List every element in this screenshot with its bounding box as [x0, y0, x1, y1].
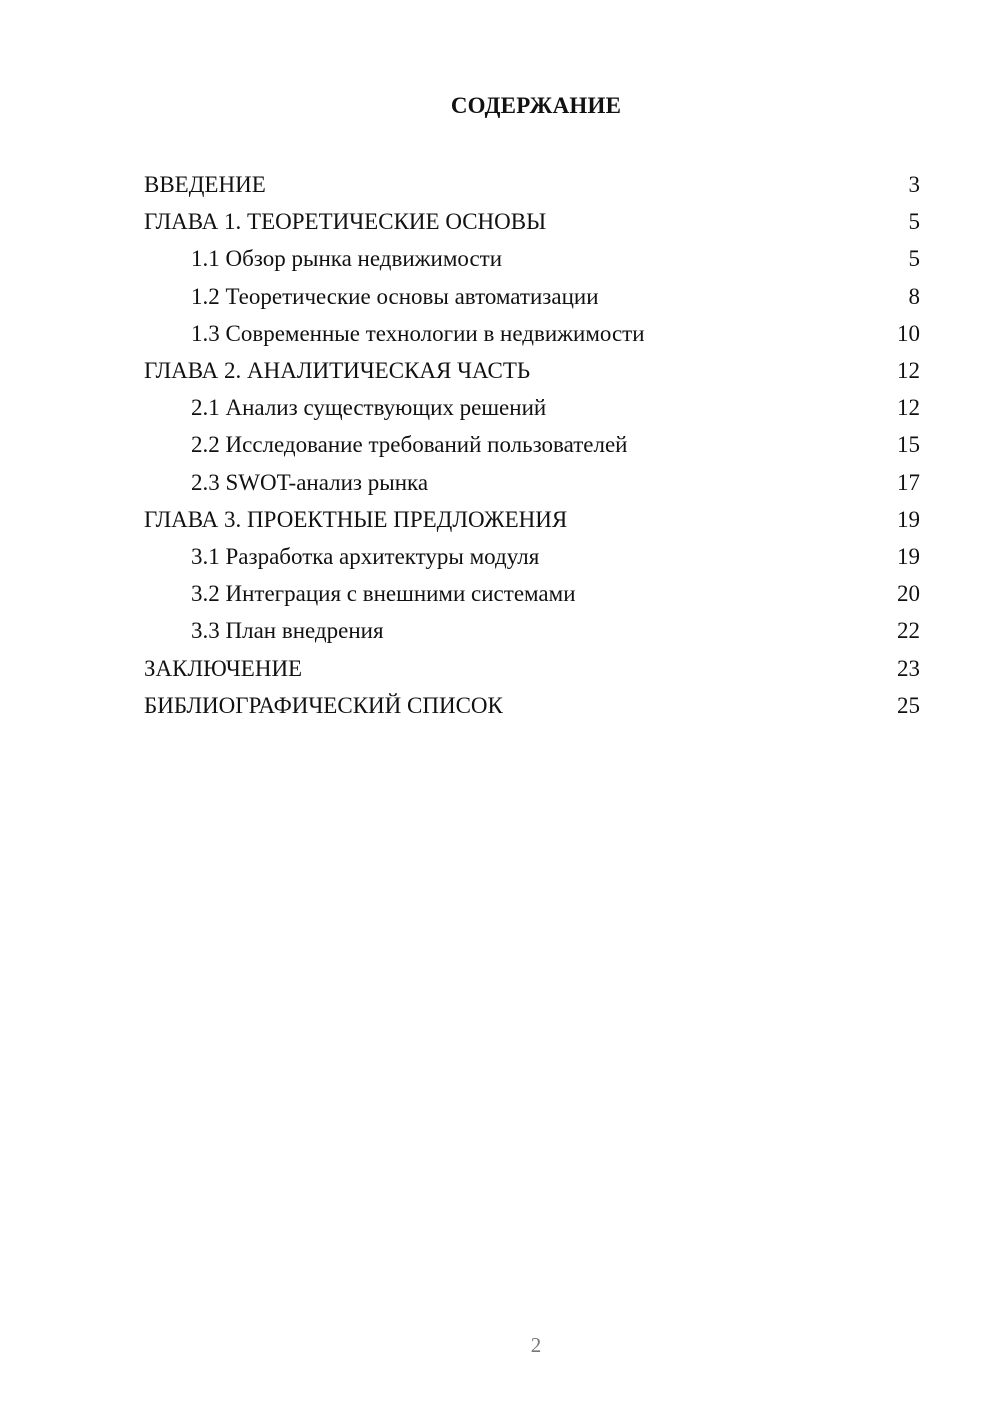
toc-entry-label: БИБЛИОГРАФИЧЕСКИЙ СПИСОК	[144, 692, 503, 718]
toc-entry-label: ВВЕДЕНИЕ	[144, 172, 266, 198]
toc-entry-page: 5	[908, 209, 920, 235]
toc-entry-section-3-3[interactable]	[144, 612, 920, 649]
toc-entry-label: 2.3 SWOT-анализ рынка	[191, 469, 429, 495]
toc-entry-page: 5	[908, 246, 920, 272]
toc-entry-page: 22	[897, 618, 920, 644]
toc-entry-section-2-1[interactable]	[144, 389, 920, 426]
toc-entry-page: 20	[897, 581, 920, 607]
toc-entry-label: 3.2 Интеграция с внешними системами	[191, 581, 576, 607]
toc-entry-page: 19	[897, 506, 920, 532]
toc-entry-label: ГЛАВА 3. ПРОЕКТНЫЕ ПРЕДЛОЖЕНИЯ	[144, 506, 568, 532]
toc-entry-section-1-3[interactable]	[144, 315, 920, 352]
table-of-contents	[144, 166, 920, 724]
toc-entry-label: ГЛАВА 1. ТЕОРЕТИЧЕСКИЕ ОСНОВЫ	[144, 209, 547, 235]
toc-entry-section-1-2[interactable]	[144, 278, 920, 315]
toc-entry-page: 12	[897, 358, 920, 384]
toc-entry-introduction[interactable]	[144, 166, 920, 203]
toc-entry-page: 12	[897, 395, 920, 421]
toc-entry-section-1-1[interactable]	[144, 240, 920, 277]
toc-entry-label: 2.1 Анализ существующих решений	[191, 395, 547, 421]
toc-entry-page: 10	[897, 320, 920, 346]
toc-entry-page: 23	[897, 655, 920, 681]
toc-entry-page: 3	[908, 172, 920, 198]
toc-entry-conclusion[interactable]	[144, 649, 920, 686]
toc-entry-label: 1.2 Теоретические основы автоматизации	[191, 283, 599, 309]
toc-entry-section-2-2[interactable]	[144, 426, 920, 463]
toc-entry-label: 2.2 Исследование требований пользователей	[191, 432, 628, 458]
toc-entry-section-3-2[interactable]	[144, 575, 920, 612]
toc-entry-bibliography[interactable]	[144, 687, 920, 724]
toc-entry-label: ГЛАВА 2. АНАЛИТИЧЕСКАЯ ЧАСТЬ	[144, 358, 531, 384]
toc-entry-page: 25	[897, 692, 920, 718]
toc-entry-label: 1.3 Современные технологии в недвижимости	[191, 320, 645, 346]
toc-entry-section-2-3[interactable]	[144, 464, 920, 501]
page-title: СОДЕРЖАНИЕ	[450, 93, 622, 118]
toc-entry-label: 1.1 Обзор рынка недвижимости	[191, 246, 503, 272]
toc-entry-label: 3.1 Разработка архитектуры модуля	[191, 543, 540, 569]
toc-entry-page: 17	[897, 469, 920, 495]
toc-entry-chapter-2[interactable]	[144, 352, 920, 389]
toc-entry-label: ЗАКЛЮЧЕНИЕ	[144, 655, 303, 681]
toc-entry-chapter-1[interactable]	[144, 203, 920, 240]
toc-entry-page: 19	[897, 543, 920, 569]
page-number: 2	[530, 1333, 542, 1357]
toc-entry-section-3-1[interactable]	[144, 538, 920, 575]
toc-entry-page: 8	[908, 283, 920, 309]
toc-entry-chapter-3[interactable]	[144, 501, 920, 538]
toc-entry-page: 15	[897, 432, 920, 458]
toc-entry-label: 3.3 План внедрения	[191, 618, 384, 644]
